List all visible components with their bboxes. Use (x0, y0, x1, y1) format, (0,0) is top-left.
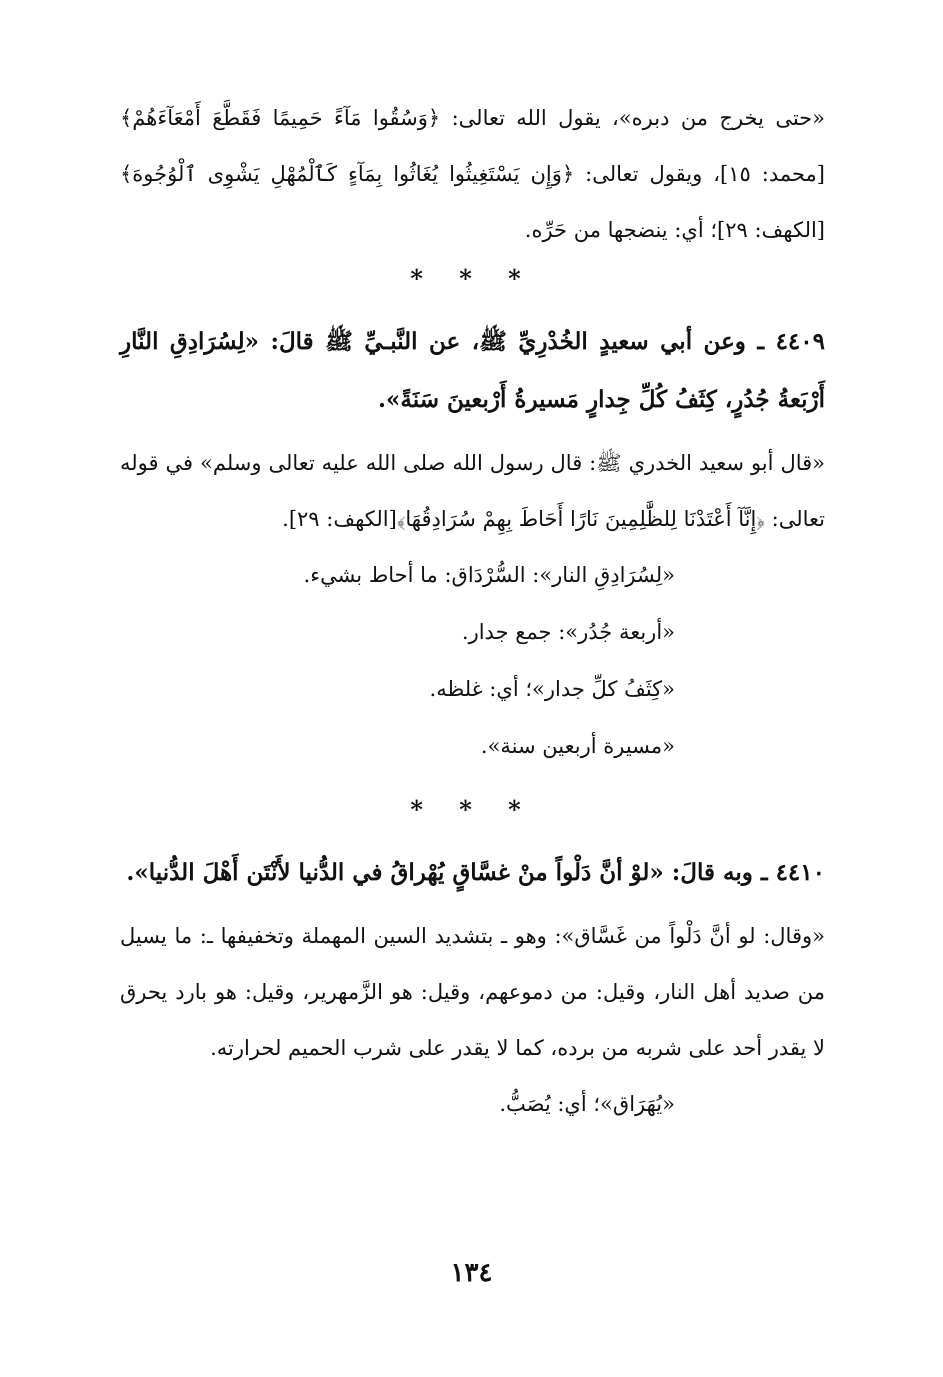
gloss-arbaat-judur: «أربعة جُدُر»: جمع جدار. (461, 620, 675, 644)
gloss-masira: «مسيرة أربعين سنة». (480, 734, 675, 758)
hadith-4410: ٤٤١٠ ـ وبه قالَ: «لوْ أنَّ دَلْواً منْ غسَّاقٍ يُهْراقُ في الدُّنيا لأَنْتَن أَهْلَ الدُّنيا». (126, 859, 825, 886)
commentary-4409: «قال أبو سعيد الخدري ﷺ: قال رسول الله صلى الله عليه تعالى وسلم» في قوله تعالى: ﴿إِنَّآ أَعْتَدْنَا لِلظَّٰلِمِينَ نَارًا أَحَاطَ بِهِمْ سُرَادِقُهَا﴾[الكهف: ٢٩]. (120, 451, 825, 531)
top-paragraph: «حتى يخرج من دبره»، يقول الله تعالى: ﴿وَسُقُوا مَآءً حَمِيمًا فَقَطَّعَ أَمْعَآءَهُمْ﴾[محمد: ١٥]، ويقول تعالى: ﴿وَإِن يَسْتَغِيثُوا يُغَاثُوا بِمَآءٍ كَٱلْمُهْلِ يَشْوِى ٱلْوُجُوهَ﴾[الكهف: ٢٩]؛ أي: ينضجها من حَرِّه. (120, 106, 825, 242)
page-number: ١٣٤ (450, 1258, 493, 1288)
gloss-suradiq: «لِسُرَادِقِ النار»: السُّرْدَاق: ما أحاط بشيء. (303, 563, 675, 587)
section-separator: * * * (410, 264, 535, 293)
gloss-yuhraq: «يُهَرَاق»؛ أي: يُصَبُّ. (499, 1092, 675, 1116)
commentary-4410: «وقال: لو أنَّ دَلْواً من غَسَّاق»: وهو ـ بتشديد السين المهملة وتخفيفها ـ: ما يسيل من صديد أهل النار، وقيل: من دموعهم، وقيل: هو الزَّمهرير، وقيل: هو بارد يحرق لا يقدر أحد على شربه من برده، كما لا يقدر على شرب الحميم لحرارته. (120, 924, 825, 1060)
hadith-4409: ٤٤٠٩ ـ وعن أبي سعيدٍ الخُدْرِيِّ ﷺ، عن النَّبـيِّ ﷺ قالَ: «لِسُرَادِقِ النَّارِ أَرْبَعةُ جُدُرٍ، كِثَفُ كُلِّ جِدارٍ مَسيرةُ أَرْبعينَ سَنَةً». (120, 328, 825, 413)
gloss-kithaf: «كِثَفُ كلِّ جدار»؛ أي: غلظه. (429, 677, 675, 701)
section-separator: * * * (410, 795, 535, 824)
